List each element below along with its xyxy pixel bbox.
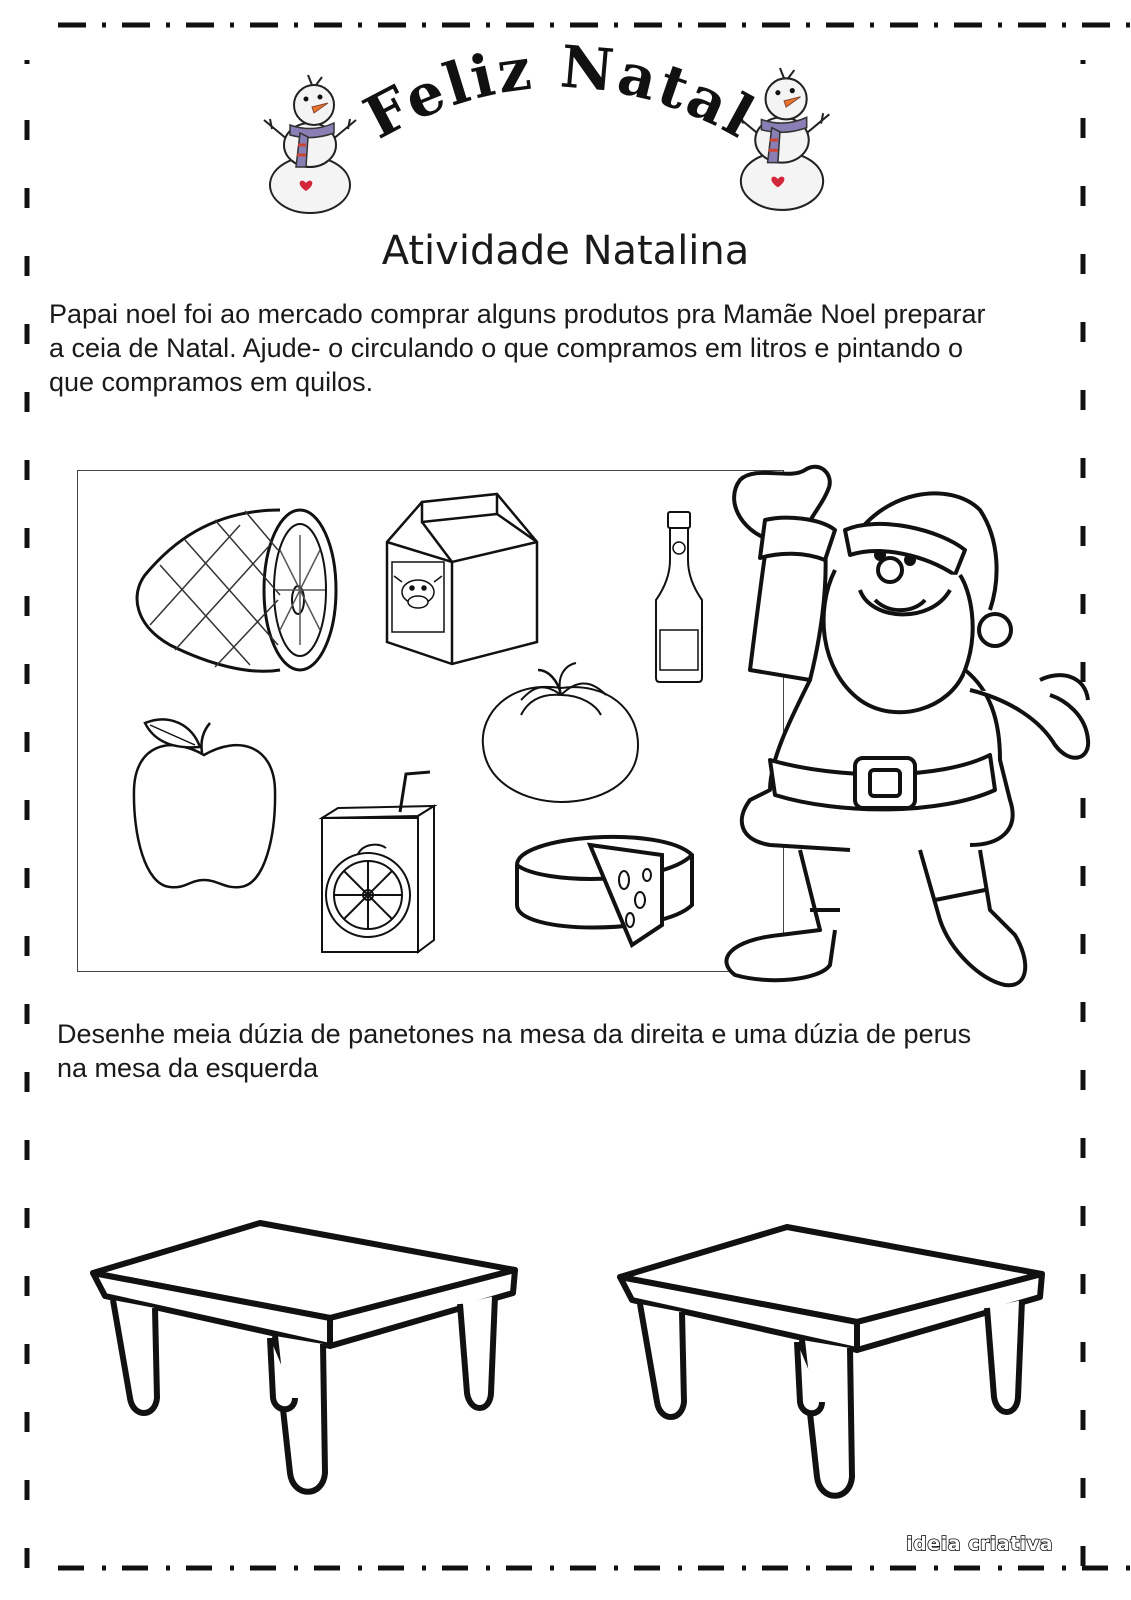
juice-box-icon[interactable]: [318, 770, 438, 955]
ham-icon[interactable]: [130, 505, 340, 675]
table-right-icon[interactable]: [612, 1222, 1052, 1507]
svg-text:Feliz Natal: Feliz Natal: [353, 32, 768, 153]
instruction-line: que compramos em quilos.: [49, 367, 374, 397]
credit-logo: ideia criativa: [906, 1533, 1053, 1555]
tomato-icon[interactable]: [478, 660, 644, 805]
apple-icon[interactable]: [130, 715, 278, 895]
page-title: [330, 32, 790, 180]
milk-carton-icon[interactable]: [382, 492, 542, 667]
ketchup-bottle-icon[interactable]: [650, 510, 708, 685]
instruction-line: a ceia de Natal. Ajude- o circulando o que compramos em litros e pintando o: [49, 333, 964, 363]
santa-claus-icon: [710, 460, 1095, 1005]
instruction-line: Papai noel foi ao mercado comprar alguns produtos pra Mamãe Noel preparar: [49, 299, 986, 329]
activity-subtitle: Atividade Natalina: [381, 228, 750, 274]
cheese-icon[interactable]: [512, 825, 702, 950]
activity2-instructions: [57, 1017, 1097, 1085]
activity1-instructions: [49, 297, 1109, 399]
instruction-line: Desenhe meia dúzia de panetones na mesa da direita e uma dúzia de perus: [57, 1019, 972, 1049]
table-left-icon[interactable]: [85, 1218, 525, 1503]
instruction-line: na mesa da esquerda: [57, 1053, 319, 1083]
